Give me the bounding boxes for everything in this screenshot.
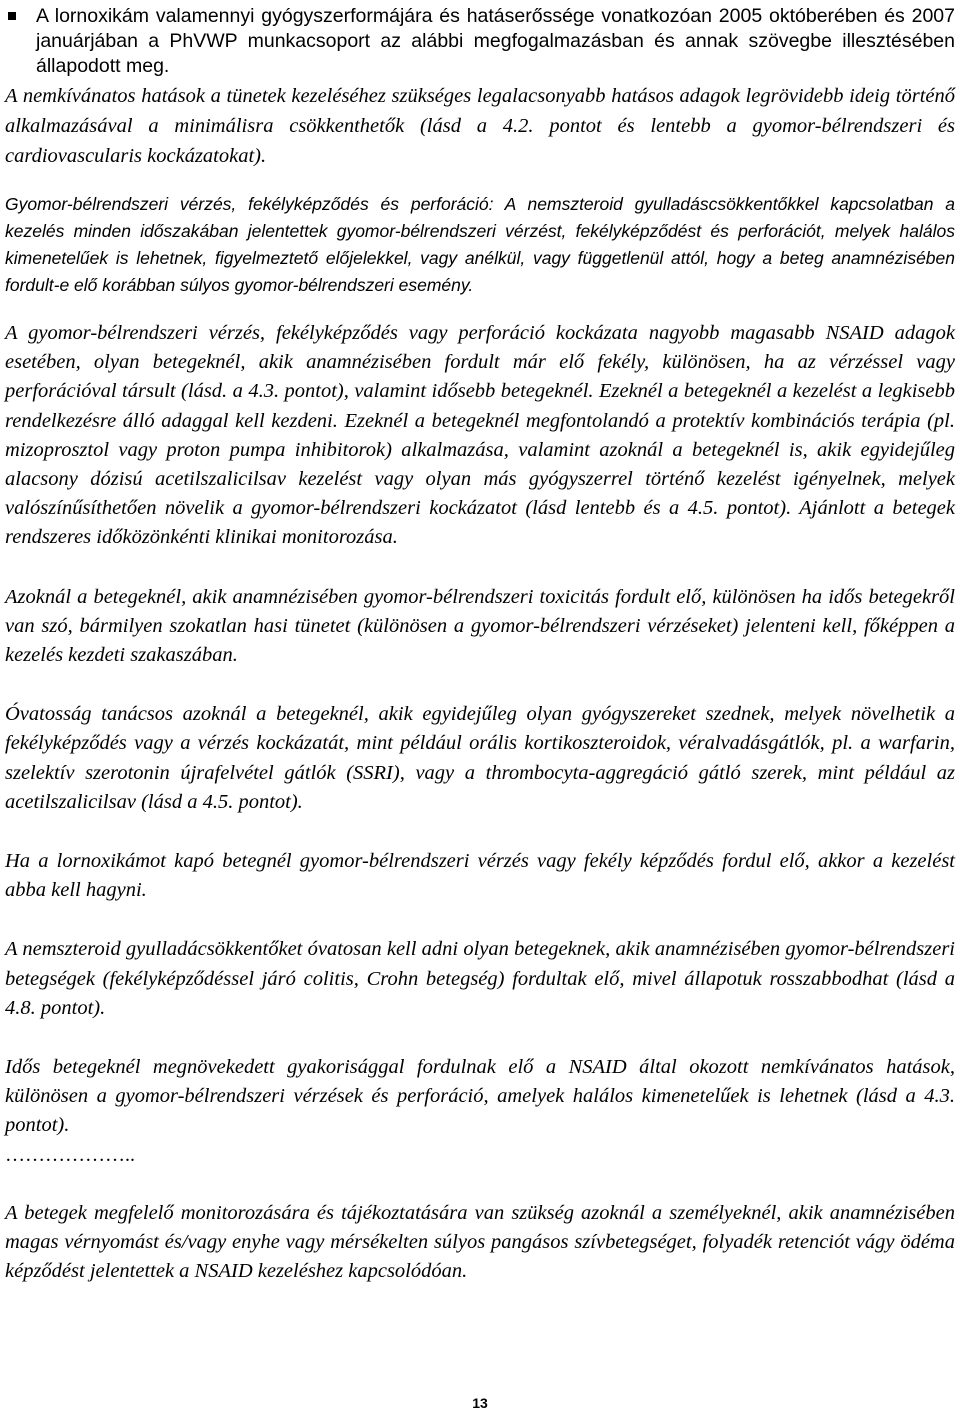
paragraph-caution: Óvatosság tanácsos azoknál a betegeknél, akik egyidejűleg olyan gyógyszereket szednek, melyek növelhetik a fekélyképződés vagy a vérzés kockázatát, mint például orális kortikoszteroidok, véralvadásgátlók, pl. a warfarin, szelektív szerotonin újrafelvétel gátlók (SSRI), vagy a thrombocyta-aggregáció gátló szerek, mint például az acetilszalicilsav (lásd a 4.5. pontot). [5, 703, 955, 813]
paragraph-elderly-risk: Idős betegeknél megnövekedett gyakorisággal fordulnak elő a NSAID által okozott nemkívánatos hatások, különösen a gyomor-bélrendszeri vérzések és perforáció, amelyek halálos kimenetelűek is lehetnek (lásd a 4.3. pontot). [5, 1056, 955, 1137]
paragraph-gi-history: A nemszteroid gyulladácsökkentőket óvatosan kell adni olyan betegeknek, akik anamnézisében gyomor-bélrendszeri betegségek (fekélyképződéssel járó colitis, Crohn betegség) fordultak elő, mivel állapotuk rosszabbodhat (lásd a 4.8. pontot). [5, 938, 955, 1019]
gi-warning-paragraph: Gyomor-bélrendszeri vérzés, fekélyképződés és perforáció: A nemszteroid gyulladáscsökkentőkkel kapcsolatban a kezelés minden időszakában jelentettek gyomor-bélrendszeri vérzést, fekélyképződést és perforációt, melyek halálos kimenetelűek is lehetnek, figyelmeztető előjelekkel, vagy anélkül, vagy függetlenül attól, hogy a beteg anamnézisében fordult-e elő korábban súlyos gyomor-bélrendszeri esemény. [5, 194, 955, 295]
bullet-item-text: A lornoxikám valamennyi gyógyszerformájára és hatáserőssége vonatkozóan 2005 októberében és 2007 januárjában a PhVWP munkacsoport az alábbi megfogalmazásban és annak szövegbe illesztésében állapodott meg. [36, 5, 955, 77]
square-bullet-icon [8, 12, 16, 20]
paragraph-elderly-symptoms: Azoknál a betegeknél, akik anamnézisében gyomor-bélrendszeri toxicitás fordult elő, különösen ha idős betegekről van szó, bármilyen szokatlan hasi tünetet (különösen a gyomor-bélrendszeri vérzéseket) jelenteni kell, főképpen a kezelés kezdeti szakaszában. [5, 585, 955, 667]
intro-paragraph: A nemkívánatos hatások a tünetek kezeléséhez szükséges legalacsonyabb hatásos adagok legrövidebb ideig történő alkalmazásával a minimálisra csökkenthetők (lásd a 4.2. pontot és lentebb a gyomor-bélrendszeri és cardiovascularis kockázatokat). [5, 85, 955, 167]
ellipsis-line: ……………….. [5, 1143, 135, 1166]
page-number: 13 [472, 1395, 488, 1411]
paragraph-monitoring: A betegek megfelelő monitorozására és tájékoztatására van szükség azoknál a személyeknél, akik anamnézisében magas vérnyomást és/vagy enyhe vagy mérsékelten súlyos pangásos szívbetegséget, folyadék retenciót vágy ödéma képződést jelentettek a NSAID kezeléshez kapcsolódóan. [5, 1201, 955, 1283]
paragraph-risk: A gyomor-bélrendszeri vérzés, fekélyképződés vagy perforáció kockázata nagyobb magasabb NSAID adagok esetében, olyan betegeknél, akik anamnézisében fordult már elő fekély, különösen, ha az vérzéssel vagy perforációval társult (lásd. a 4.3. pontot), valamint idősebb betegeknél. Ezeknél a betegeknél a kezelést a legkisebb rendelkezésre álló adaggal kell kezdeni. Ezeknél a betegeknél megfontolandó a protektív kombinációs terápia (pl. mizoprosztol vagy proton pumpa inhibitorok) alkalmazása, valamint azoknál a betegeknél is, akik egyidejűleg alacsony dózisú acetilszalicilsav kezelést vagy olyan más gyógyszerrel történő kezelést igényelnek, melyek valószínűsíthetően növelik a gyomor-bélrendszeri kockázatot (lásd lentebb és a 4.5. pontot). Ajánlott a betegek rendszeres időközönkénti klinikai monitorozása. [5, 322, 955, 549]
document-page [5, 0, 955, 1286]
paragraph-stop-treatment: Ha a lornoxikámot kapó betegnél gyomor-bélrendszeri vérzés vagy fekély képződés fordul elő, akkor a kezelést abba kell hagyni. [5, 850, 955, 902]
bullet-list-item [5, 4, 955, 79]
